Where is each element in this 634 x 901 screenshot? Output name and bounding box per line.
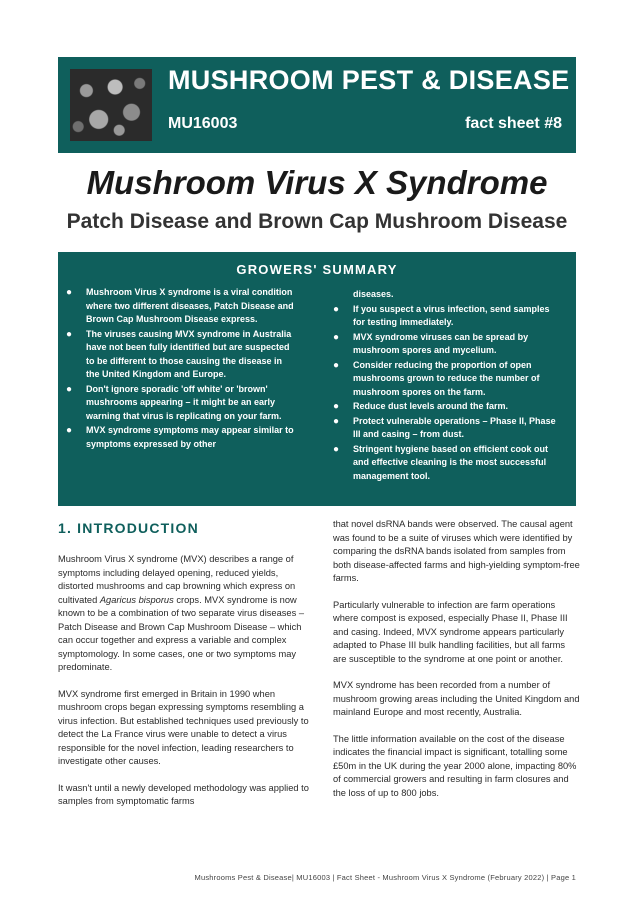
summary-right-list bbox=[333, 288, 563, 484]
summary-item: ● Mushroom Virus X syndrome is a viral condition where two different diseases, Patch Disease and Brown Cap Mushroom Disease express. bbox=[66, 287, 294, 324]
summary-left-list bbox=[66, 286, 296, 452]
bullet-icon: ● bbox=[66, 287, 73, 298]
bullet-icon: ● bbox=[333, 415, 340, 427]
species-name: Agaricus bisporus bbox=[99, 594, 174, 605]
body-column-left bbox=[58, 553, 312, 822]
bullet-icon: ● bbox=[333, 443, 340, 455]
intro-paragraph: that novel dsRNA bands were observed. The causal agent was found to be a suite of viruses which were identified by comparing the dsRNA bands isolated from samples from both disease-affected farms and high-yielding symptom-free farms. bbox=[333, 519, 580, 583]
summary-item: ● MVX syndrome symptoms may appear similar to symptoms expressed by other bbox=[66, 425, 294, 449]
page-footer: Mushrooms Pest & Disease| MU16003 | Fact Sheet - Mushroom Virus X Syndrome (February 2022) | Page 1 bbox=[194, 873, 576, 882]
summary-item: ● Don't ignore sporadic 'off white' or 'brown' mushrooms appearing – it might be an early warning that virus is replicating on your farm. bbox=[66, 383, 282, 421]
summary-item: ● MVX syndrome viruses can be spread by mushroom spores and mycelium. bbox=[333, 331, 529, 355]
bullet-icon: ● bbox=[333, 303, 340, 315]
bullet-icon: ● bbox=[333, 331, 340, 343]
mushroom-photo bbox=[70, 69, 152, 141]
bullet-icon: ● bbox=[66, 383, 73, 395]
project-code: MU16003 bbox=[168, 115, 238, 132]
bullet-icon: ● bbox=[66, 425, 73, 436]
bullet-icon: ● bbox=[66, 328, 73, 340]
header-banner bbox=[58, 57, 576, 153]
bullet-icon: ● bbox=[333, 359, 340, 371]
summary-item-continuation: diseases. bbox=[353, 289, 394, 299]
page-subtitle: Patch Disease and Brown Cap Mushroom Disease bbox=[66, 210, 568, 233]
summary-item: ● Reduce dust levels around the farm. bbox=[333, 401, 509, 412]
intro-paragraph: Particularly vulnerable to infection are farm operations where compost is exposed, especially Phase II, Phase III and casing. Indeed, MVX syndrome appears particularly adapted to Phase III bulk handling facilities, but all farms are susceptible to the syndrome at one point or another. bbox=[333, 599, 568, 664]
summary-item: ● If you suspect a virus infection, send samples for testing immediately. bbox=[333, 303, 550, 327]
intro-paragraph: It wasn't until a newly developed methodology was applied to samples from symptomatic farms bbox=[58, 782, 309, 806]
summary-item: ● Protect vulnerable operations – Phase II, Phase III and casing – from dust. bbox=[333, 415, 556, 439]
body-column-right bbox=[333, 518, 580, 813]
growers-summary-box bbox=[58, 252, 576, 506]
summary-item: ● Stringent hygiene based on efficient cook out and effective cleaning is the most successful management tool. bbox=[333, 443, 549, 481]
fact-sheet-number: fact sheet #8 bbox=[465, 115, 562, 132]
intro-paragraph: MVX syndrome has been recorded from a number of mushroom growing areas including the United Kingdom and mainland Europe and most recently, Australia. bbox=[333, 680, 580, 717]
intro-paragraph: Mushroom Virus X syndrome (MVX) describes a range of symptoms including delayed opening, reduced yields, distorted mushrooms and cap browning which express on cultivated Agaricus bisporus crops. MVX syndrome is now known to be a combination of two separate virus diseases – Patch Disease and Brown Cap Mushroom Disease – which can occur together and express a variable and complex symptomology. In some cases, one or two symptoms may predominate. bbox=[58, 554, 304, 672]
bullet-icon: ● bbox=[333, 401, 340, 412]
introduction-heading: 1. INTRODUCTION bbox=[58, 520, 199, 536]
summary-item: ● Consider reducing the proportion of open mushrooms grown to reduce the number of mushroom spores on the farm. bbox=[333, 359, 540, 397]
summary-heading: GROWERS' SUMMARY bbox=[236, 262, 398, 277]
summary-item: ● The viruses causing MVX syndrome in Australia have not been fully identified but are suspected to be different to those causing the disease in the United Kingdom and Europe. bbox=[66, 328, 292, 379]
banner-title: MUSHROOM PEST & DISEASE bbox=[168, 65, 570, 95]
intro-paragraph: The little information available on the cost of the disease indicates the financial impact is significant, totalling some £50m in the UK during the year 2000 alone, impacting 80% of commercial growers and resulting in farm closures and the loss of up to 800 jobs. bbox=[333, 733, 577, 798]
intro-paragraph: MVX syndrome first emerged in Britain in 1990 when mushroom crops began expressing symptoms resembling a virus infection. But established techniques used previously to detect the La France virus were unable to detect a virus responsible for the novel infection, leading researchers to investigate other causes. bbox=[58, 688, 309, 766]
page-title: Mushroom Virus X Syndrome bbox=[86, 164, 548, 201]
